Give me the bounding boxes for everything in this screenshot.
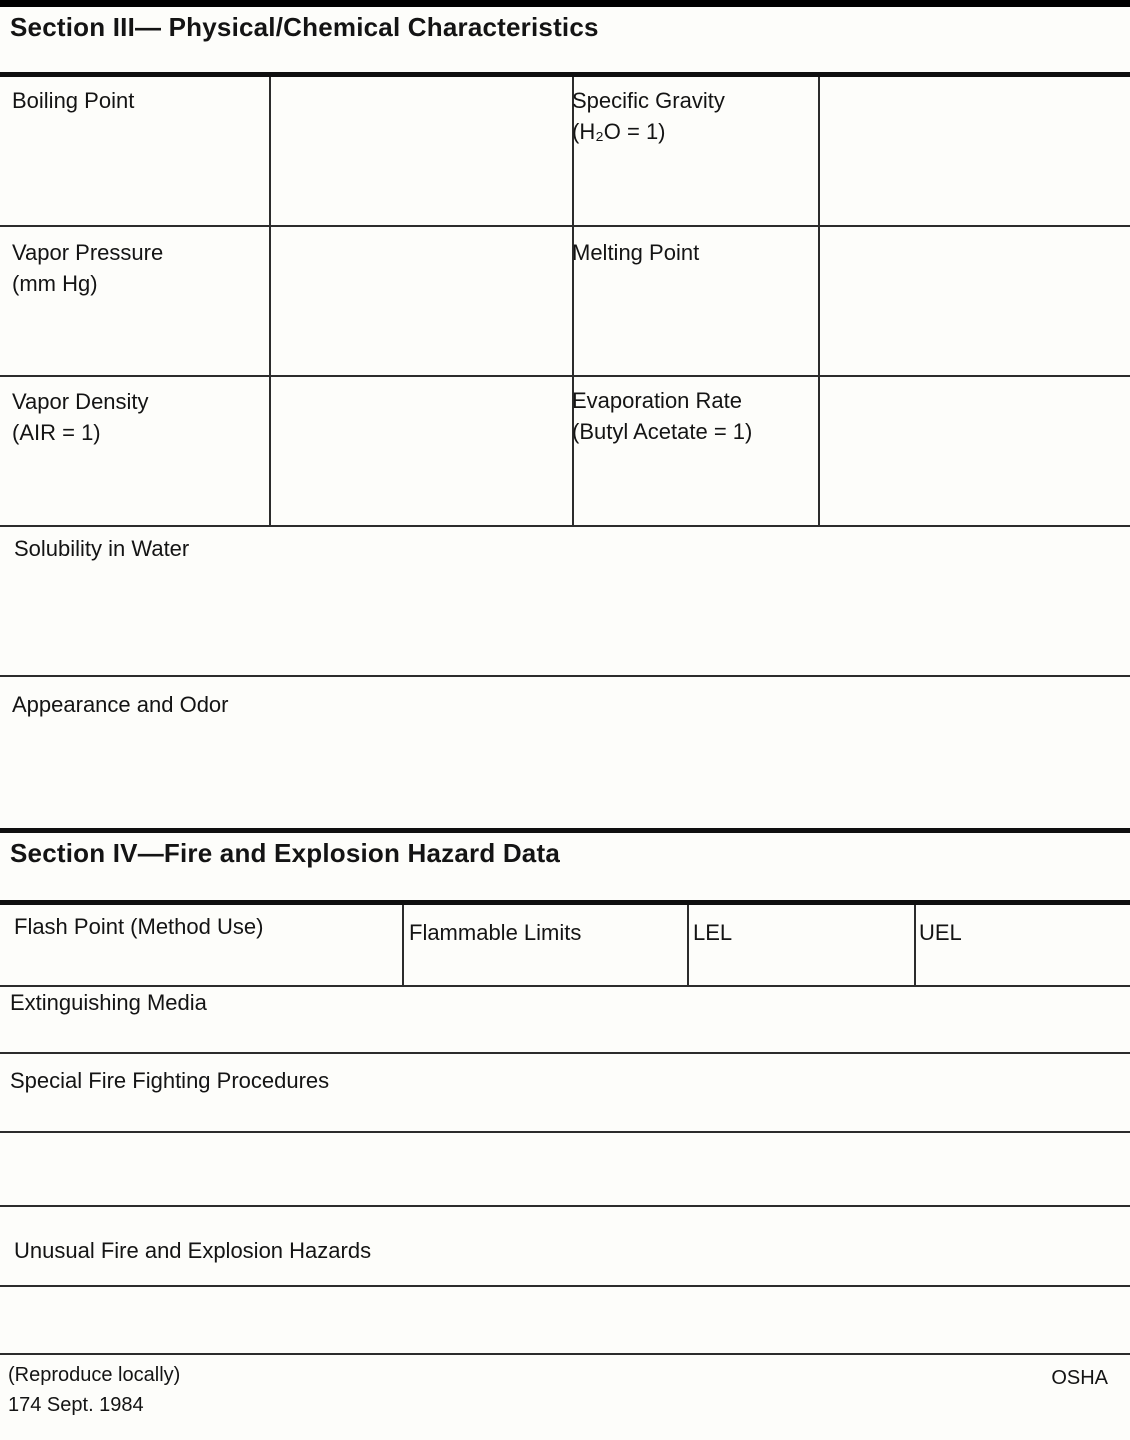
field-label-flash-point: Flash Point (Method Use)	[14, 914, 264, 939]
melting-point-value-cell	[820, 229, 1130, 373]
vapor-density-value-cell	[271, 379, 570, 523]
footer-rule	[0, 1353, 1130, 1355]
field-label-uel: UEL	[919, 920, 962, 945]
row-divider	[0, 1285, 1130, 1287]
evaporation-rate-value-cell	[820, 379, 1130, 523]
section-4-header-rule	[0, 900, 1130, 905]
appearance-value-cell	[0, 679, 1130, 826]
field-label-melting-point: Melting Point	[572, 240, 700, 265]
uel-value-cell	[916, 940, 1130, 983]
field-label-vapor-density-line1: Vapor Density	[12, 389, 149, 414]
field-label-flammable-limits: Flammable Limits	[409, 920, 582, 945]
special-fire-fighting-value-line2	[0, 1133, 1130, 1203]
field-label-extinguishing-media: Extinguishing Media	[10, 990, 207, 1015]
specific-gravity-value-cell	[820, 79, 1130, 223]
field-label-specific-gravity-line2: (H₂O = 1)	[572, 119, 666, 144]
field-label-vapor-pressure-line2: (mm Hg)	[12, 271, 98, 296]
unusual-hazards-value-cell	[0, 1266, 1130, 1283]
field-label-unusual-fire-and-explosion-hazards: Unusual Fire and Explosion Hazards	[14, 1238, 372, 1263]
field-label-vapor-pressure	[12, 237, 163, 299]
row-divider	[0, 1052, 1130, 1054]
extinguishing-media-value-cell	[0, 1015, 1130, 1050]
field-label-vapor-density	[12, 386, 149, 448]
field-label-specific-gravity-line1: Specific Gravity	[572, 88, 725, 113]
row-divider	[0, 1205, 1130, 1207]
field-label-boiling-point: Boiling Point	[12, 88, 135, 113]
footer-agency: OSHA	[1051, 1367, 1108, 1389]
field-label-appearance-and-odor: Appearance and Odor	[12, 692, 229, 717]
flash-point-value-cell	[0, 940, 400, 983]
special-fire-fighting-value-line1	[0, 1095, 1130, 1129]
section-4-top-rule	[0, 828, 1130, 833]
field-label-specific-gravity	[572, 85, 725, 147]
field-label-lel: LEL	[693, 920, 733, 945]
lel-value-cell	[689, 940, 912, 983]
field-label-vapor-density-line2: (AIR = 1)	[12, 420, 101, 445]
solubility-value-cell	[0, 529, 1130, 673]
flammable-limits-value-cell	[404, 940, 685, 983]
top-border-rule	[0, 0, 1130, 7]
footer-reproduce-note: (Reproduce locally)	[8, 1364, 181, 1386]
field-label-evaporation-rate	[572, 385, 752, 447]
boiling-point-value-cell	[271, 79, 570, 223]
vapor-pressure-value-cell	[271, 229, 570, 373]
row-divider	[0, 675, 1130, 677]
row-divider	[0, 525, 1130, 527]
section-3-header-rule	[0, 72, 1130, 77]
section-3-title: Section III— Physical/Chemical Characteristics	[10, 12, 599, 42]
field-label-special-fire-fighting-procedures: Special Fire Fighting Procedures	[10, 1068, 330, 1093]
row-divider	[0, 225, 1130, 227]
field-label-evaporation-rate-line2: (Butyl Acetate = 1)	[572, 419, 753, 444]
row-divider	[0, 375, 1130, 377]
field-label-solubility-in-water: Solubility in Water	[14, 536, 190, 561]
field-label-evaporation-rate-line1: Evaporation Rate	[572, 388, 742, 413]
field-label-vapor-pressure-line1: Vapor Pressure	[12, 240, 164, 265]
section-4-title: Section IV—Fire and Explosion Hazard Data	[10, 838, 560, 868]
footer-form-number: 174 Sept. 1984	[8, 1394, 144, 1416]
